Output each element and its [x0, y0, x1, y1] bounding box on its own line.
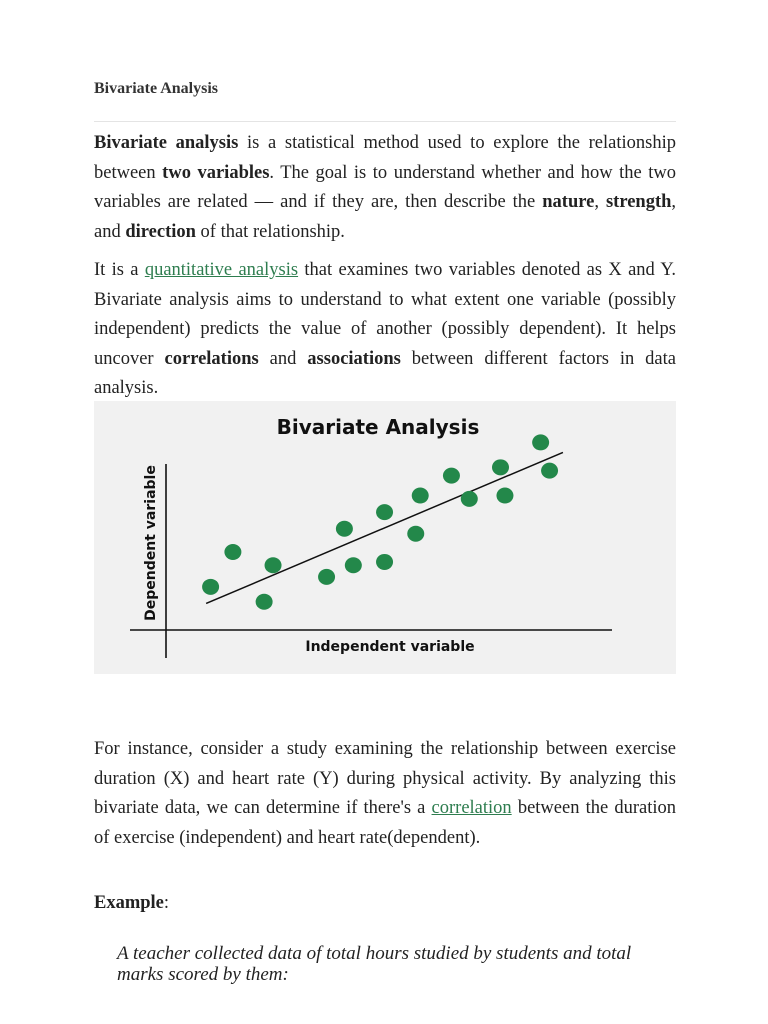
data-point-14 — [492, 459, 509, 475]
correlation-link[interactable]: correlation — [431, 798, 512, 819]
data-point-2 — [224, 544, 241, 560]
bold-two-variables: two variables — [162, 162, 270, 183]
example-label: Example — [94, 893, 164, 913]
chart-title: Bivariate Analysis — [276, 415, 480, 439]
example-heading — [94, 893, 169, 914]
x-axis-label: Independent variable — [305, 639, 475, 655]
bold-nature: nature — [542, 192, 595, 213]
text-span: . The goal is to understand whether and how the two variables are related — and if they are, then describe the — [94, 162, 677, 213]
text-span: and — [258, 348, 308, 369]
instance-paragraph — [94, 735, 676, 853]
data-point-8 — [376, 504, 393, 520]
example-colon: : — [163, 893, 170, 913]
definition-paragraph — [94, 256, 676, 404]
data-point-6 — [336, 521, 353, 537]
data-point-1 — [202, 579, 219, 595]
title-divider — [94, 121, 676, 122]
bold-correlations: correlations — [164, 348, 259, 369]
chart-marks — [202, 434, 563, 609]
scatter-chart — [94, 401, 676, 674]
text-span: between different factors in data analysis. — [94, 348, 676, 399]
text-span: of that relationship. — [195, 221, 345, 242]
text-span: between the duration of exercise (independent) and heart rate(dependent). — [94, 798, 676, 848]
data-point-3 — [256, 594, 273, 610]
example-text: A teacher collected data of total hours studied by students and total marks scored by them: — [117, 943, 632, 985]
data-point-7 — [345, 557, 362, 573]
data-point-11 — [412, 488, 429, 504]
data-point-16 — [532, 434, 549, 450]
text-span: It is a — [94, 260, 145, 280]
data-point-13 — [461, 491, 478, 507]
bold-associations: associations — [307, 348, 401, 369]
bold-direction: direction — [125, 221, 196, 242]
data-point-17 — [541, 463, 558, 479]
text-span: is a statistical method used to explore the relationship between — [94, 133, 676, 183]
y-axis-label: Dependent variable — [143, 465, 159, 621]
text-span: For instance, consider a study examining the relationship between exercise duration (X) and heart rate (Y) during physical activity. By analyzing this bivariate data, we can determine if there's a — [94, 739, 676, 819]
trend-line — [206, 452, 563, 603]
data-point-5 — [318, 569, 335, 585]
bold-bivariate-analysis: Bivariate analysis — [94, 133, 239, 153]
data-point-4 — [265, 557, 282, 573]
document-title: Bivariate Analysis — [94, 80, 219, 97]
text-span: , and — [94, 192, 677, 242]
bivariate-chart-figure — [94, 401, 676, 674]
data-point-9 — [376, 554, 393, 570]
intro-paragraph — [94, 129, 676, 247]
bold-strength: strength — [605, 192, 672, 213]
data-point-15 — [496, 488, 513, 504]
data-point-10 — [407, 526, 424, 542]
text-span: , — [594, 192, 606, 213]
quantitative-analysis-link[interactable]: quantitative analysis — [144, 260, 299, 280]
text-span: that examines two variables denoted as X and Y. Bivariate analysis aims to understand to what extent one variable (possibly independent) predicts the value of another (possibly dependent). It helps uncover — [94, 260, 677, 369]
data-point-12 — [443, 468, 460, 484]
